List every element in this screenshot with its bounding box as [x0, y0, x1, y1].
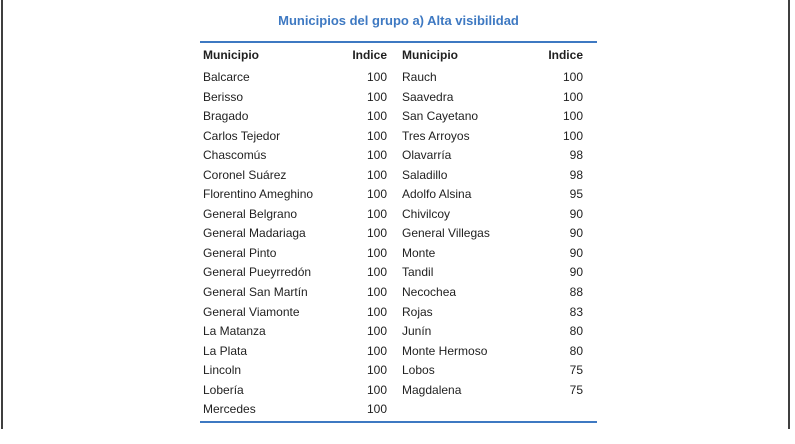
indice-cell: 98 [569, 167, 583, 182]
municipio-cell: Berisso [203, 89, 244, 104]
table-row [200, 361, 399, 381]
table-row [200, 68, 399, 88]
municipio-cell: Monte [402, 245, 436, 260]
table-row [200, 400, 399, 420]
header-right-half [399, 43, 597, 68]
table-title: Municipios del grupo a) Alta visibilidad [278, 13, 519, 28]
municipio-cell: Tres Arroyos [402, 128, 470, 143]
table-row [200, 263, 399, 283]
indice-cell: 100 [366, 167, 387, 182]
indice-cell: 100 [366, 226, 387, 241]
indice-cell: 88 [569, 285, 583, 300]
municipio-cell: Coronel Suárez [203, 167, 287, 182]
indice-cell: 75 [569, 363, 583, 378]
municipio-cell: Mercedes [203, 402, 256, 417]
indice-cell: 100 [366, 285, 387, 300]
municipio-cell: Saladillo [402, 167, 448, 182]
municipio-cell: Florentino Ameghino [203, 187, 314, 202]
table-row [200, 88, 399, 108]
municipio-cell: Magdalena [402, 382, 462, 397]
table-row [200, 283, 399, 303]
table-row [399, 361, 597, 381]
indice-cell: 100 [366, 109, 387, 124]
indice-cell: 80 [569, 343, 583, 358]
indice-cell: 100 [366, 402, 387, 417]
municipio-cell: Carlos Tejedor [203, 128, 281, 143]
indice-cell: 100 [562, 70, 583, 84]
table-row [399, 400, 597, 420]
indice-cell: 100 [366, 363, 387, 378]
indice-cell: 90 [569, 245, 583, 260]
table-column-right [399, 68, 597, 420]
municipio-cell: General Pueyrredón [203, 265, 312, 280]
table-row [399, 322, 597, 342]
municipio-cell: Lobería [203, 382, 244, 397]
indice-cell: 100 [562, 109, 583, 124]
table-row [399, 185, 597, 205]
table-row [200, 244, 399, 264]
municipio-cell: Adolfo Alsina [402, 187, 472, 202]
table-row [200, 224, 399, 244]
indice-cell: 100 [366, 70, 387, 84]
table-bottom-rule [200, 421, 597, 423]
header-left-half [200, 43, 399, 68]
indice-cell: 95 [569, 187, 583, 202]
indice-cell: 100 [366, 89, 387, 104]
municipio-cell: General Belgrano [203, 206, 298, 221]
indice-cell: 90 [569, 206, 583, 221]
table-row [200, 205, 399, 225]
municipio-cell [402, 400, 541, 420]
page-border-right [788, 0, 790, 429]
indice-cell: 75 [569, 382, 583, 397]
municipio-cell: General Pinto [203, 245, 277, 260]
indice-cell: 100 [366, 245, 387, 260]
indice-cell: 100 [562, 128, 583, 143]
municipio-cell: General Villegas [402, 226, 490, 241]
municipio-cell: Rauch [402, 70, 437, 84]
table-row [399, 263, 597, 283]
municipio-cell: Necochea [402, 285, 457, 300]
table-row [200, 303, 399, 323]
table-header-row [200, 43, 597, 68]
table-row [399, 88, 597, 108]
table-row [200, 342, 399, 362]
table-row [399, 127, 597, 147]
header-municipio-left: Municipio [203, 48, 259, 62]
indice-cell: 100 [366, 304, 387, 319]
municipio-cell: La Matanza [203, 324, 266, 339]
municipio-cell: Saavedra [402, 89, 454, 104]
table-row [399, 283, 597, 303]
table-row [200, 185, 399, 205]
header-indice-right: Indice [548, 48, 583, 62]
table-row [399, 244, 597, 264]
municipio-cell: San Cayetano [402, 109, 479, 124]
table-row [399, 303, 597, 323]
indice-cell [541, 400, 583, 420]
indice-cell: 100 [366, 265, 387, 280]
header-indice-left: Indice [352, 48, 387, 62]
table-row [399, 224, 597, 244]
municipio-cell: Bragado [203, 109, 249, 124]
municipio-cell: General Madariaga [203, 226, 306, 241]
indice-cell: 100 [366, 382, 387, 397]
table-row [200, 146, 399, 166]
indice-cell: 90 [569, 265, 583, 280]
indice-cell: 100 [366, 324, 387, 339]
municipio-cell: Balcarce [203, 70, 250, 84]
table-row [399, 107, 597, 127]
table-row [200, 322, 399, 342]
table-row [399, 166, 597, 186]
municipio-cell: General Viamonte [203, 304, 300, 319]
municipio-cell: Chivilcoy [402, 206, 451, 221]
municipio-cell: La Plata [203, 343, 248, 358]
indice-cell: 100 [366, 128, 387, 143]
indice-cell: 100 [562, 89, 583, 104]
header-municipio-right: Municipio [402, 48, 458, 62]
table-row [200, 127, 399, 147]
indice-cell: 100 [366, 206, 387, 221]
indice-cell: 80 [569, 324, 583, 339]
indice-cell: 98 [569, 148, 583, 163]
table-row [399, 68, 597, 88]
table-row [399, 205, 597, 225]
municipio-cell: Lobos [402, 363, 435, 378]
table-row [200, 107, 399, 127]
indice-cell: 100 [366, 343, 387, 358]
municipio-cell: Lincoln [203, 363, 242, 378]
municipio-cell: Tandil [402, 265, 434, 280]
page-border-left [1, 0, 3, 429]
municipio-cell: Olavarría [402, 148, 452, 163]
table-row [399, 342, 597, 362]
indice-cell: 100 [366, 187, 387, 202]
visibility-table [200, 6, 597, 423]
indice-cell: 90 [569, 226, 583, 241]
municipio-cell: General San Martín [203, 285, 308, 300]
table-row [399, 146, 597, 166]
table-column-left [200, 68, 399, 420]
municipio-cell: Chascomús [203, 148, 267, 163]
indice-cell: 83 [569, 304, 583, 319]
table-row [200, 166, 399, 186]
municipio-cell: Rojas [402, 304, 433, 319]
table-row [399, 381, 597, 401]
municipio-cell: Junín [402, 324, 432, 339]
table-body [200, 68, 597, 420]
table-row [200, 381, 399, 401]
indice-cell: 100 [366, 148, 387, 163]
municipio-cell: Monte Hermoso [402, 343, 488, 358]
